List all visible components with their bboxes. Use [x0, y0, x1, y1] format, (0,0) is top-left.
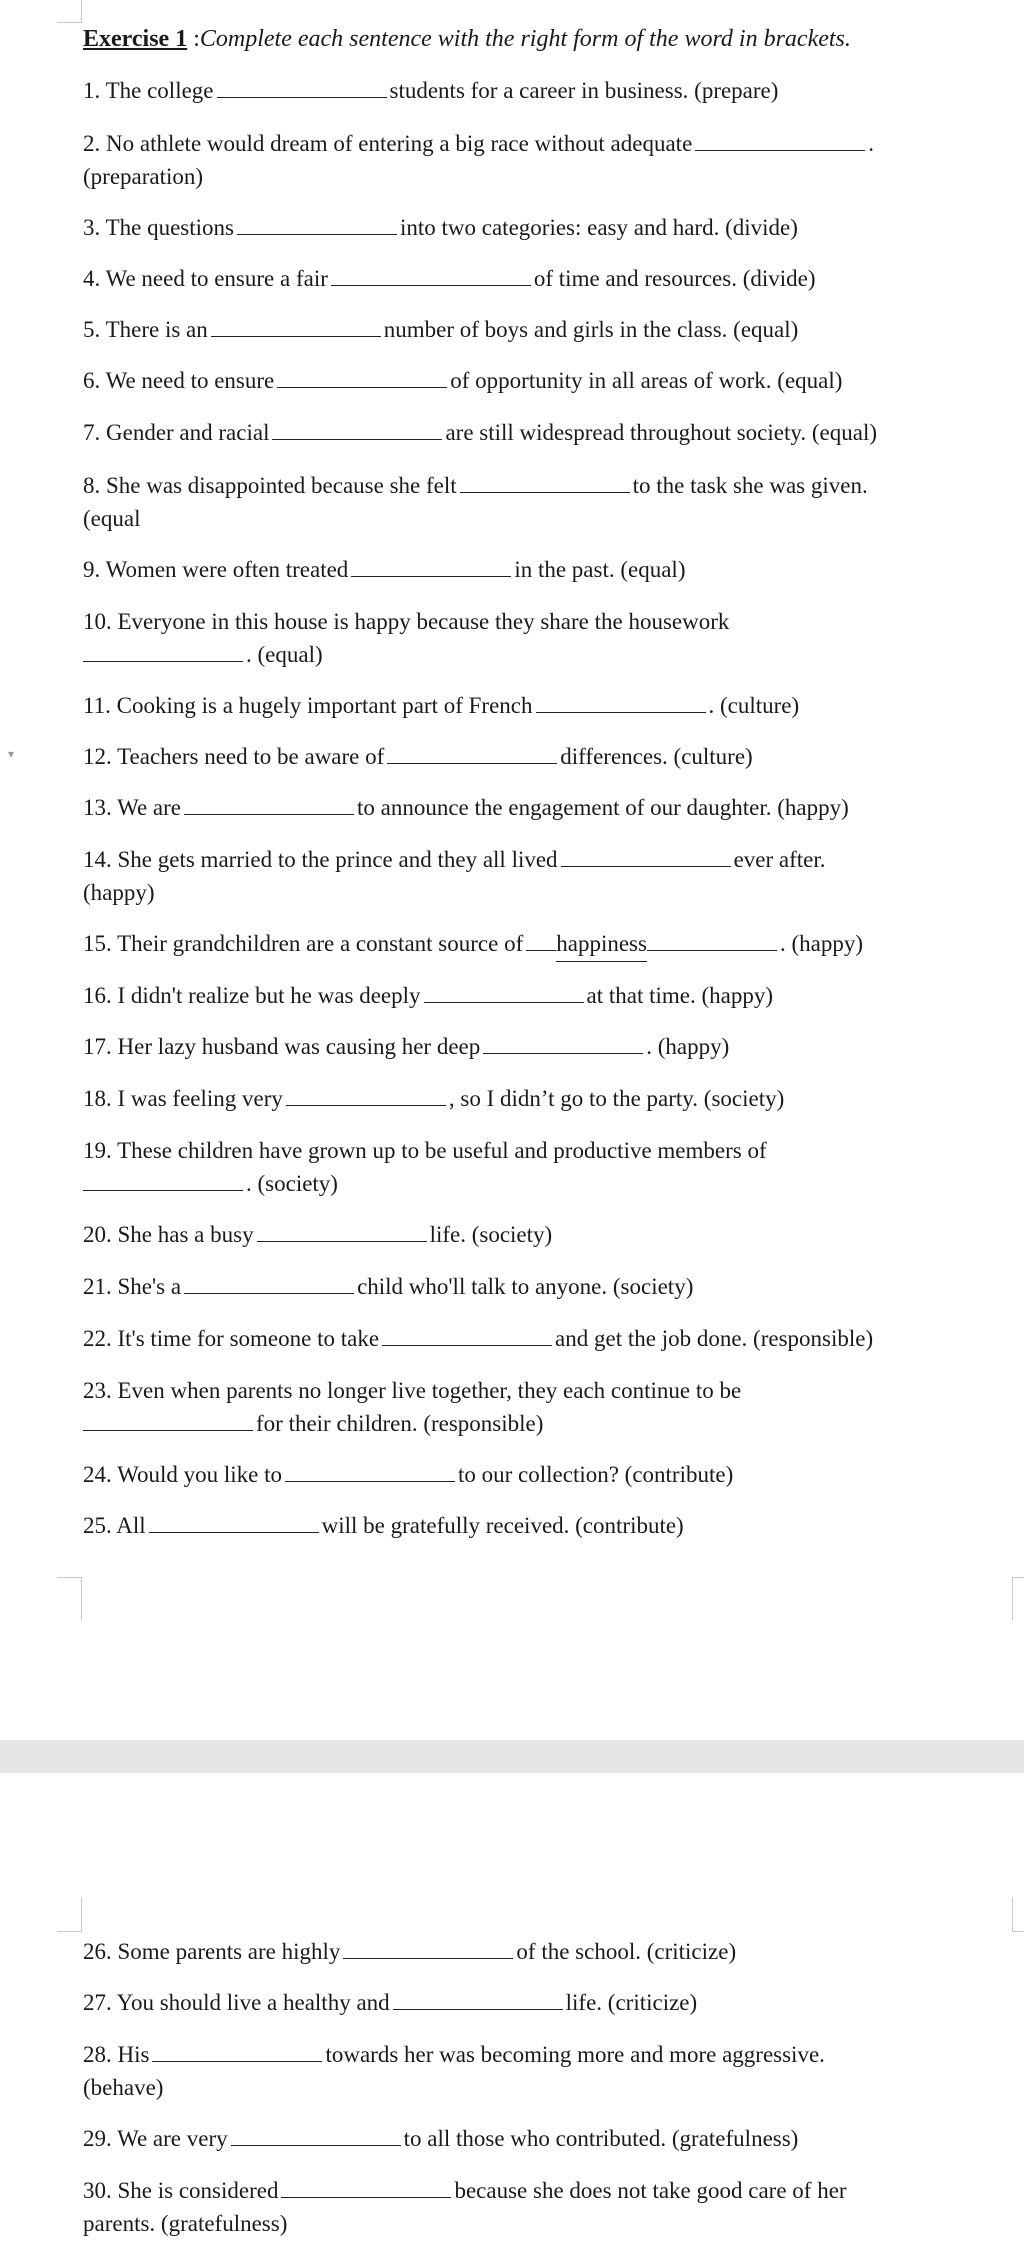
page-gap: [0, 1740, 1024, 1773]
sentence-text: ever after.: [733, 847, 826, 872]
sentence-text: 28. His: [83, 2042, 150, 2067]
answer-blank[interactable]: [285, 1463, 455, 1482]
sentence-7: [83, 416, 877, 450]
sentence-text: 21. She's a: [83, 1274, 182, 1299]
crop-mark: [1012, 1897, 1024, 1932]
exercise-separator: :: [187, 26, 200, 52]
sentence-text: life. (criticize): [565, 1990, 698, 2015]
sentence-text: in the past. (equal): [514, 557, 686, 582]
sentence-8-cont: [83, 502, 140, 536]
sentence-text: number of boys and girls in the class. (equal): [383, 317, 799, 342]
answer-blank[interactable]: [83, 643, 243, 662]
sentence-text: 12. Teachers need to be aware of: [83, 744, 385, 769]
exercise-instruction: Complete each sentence with the right form of the word in brackets.: [199, 26, 851, 52]
sentence-5: [83, 313, 798, 347]
answer-blank[interactable]: [460, 474, 630, 493]
sentence-19: [83, 1134, 767, 1168]
sentence-text: 26. Some parents are highly: [83, 1939, 341, 1964]
sentence-text: . (society): [246, 1171, 338, 1196]
margin-caret-icon: ▾: [8, 747, 15, 761]
sentence-15: [83, 927, 863, 962]
answer-blank[interactable]: [217, 79, 387, 98]
answer-blank[interactable]: [272, 421, 442, 440]
answer-blank[interactable]: [237, 216, 397, 235]
sentence-2-cont: [83, 160, 203, 194]
exercise-label: Exercise 1: [83, 26, 188, 52]
sentence-text: because she does not take good care of her: [454, 2178, 847, 2203]
sentence-text: 10. Everyone in this house is happy because they share the housework: [83, 609, 730, 634]
sentence-text: 24. Would you like to: [83, 1462, 282, 1487]
sentence-text: 15. Their grandchildren are a constant source of: [83, 931, 524, 956]
sentence-10-cont: [83, 638, 323, 672]
sentence-text: . (equal): [246, 642, 323, 667]
sentence-text: 7. Gender and racial: [83, 420, 270, 445]
sentence-4: [83, 262, 816, 296]
sentence-text: of opportunity in all areas of work. (equal): [450, 368, 843, 393]
filled-answer[interactable]: happiness: [556, 927, 647, 962]
sentence-text: (happy): [83, 880, 155, 905]
answer-blank[interactable]: [343, 1940, 513, 1959]
sentence-text: , so I didn’t go to the party. (society): [448, 1086, 785, 1111]
sentence-30-cont: [83, 2207, 287, 2241]
sentence-text: into two categories: easy and hard. (divide): [399, 215, 798, 240]
sentence-text: 6. We need to ensure: [83, 368, 275, 393]
sentence-text: . (happy): [779, 931, 863, 956]
sentence-text: to announce the engagement of our daughter. (happy): [357, 795, 849, 820]
crop-mark: [57, 1577, 82, 1620]
sentence-28-cont: [83, 2071, 163, 2105]
answer-blank[interactable]: [152, 2043, 322, 2062]
sentence-23-cont: [83, 1407, 543, 1441]
crop-mark: [1012, 1577, 1024, 1620]
answer-blank[interactable]: [83, 1412, 253, 1431]
sentence-text: 22. It's time for someone to take: [83, 1326, 380, 1351]
sentence-9: [83, 553, 685, 587]
sentence-text: (preparation): [83, 164, 204, 189]
sentence-27: [83, 1986, 697, 2020]
answer-blank[interactable]: [483, 1035, 643, 1054]
sentence-10: [83, 605, 729, 639]
sentence-1: [83, 74, 778, 108]
exercise-title: [83, 22, 851, 56]
sentence-text: . (culture): [708, 693, 800, 718]
sentence-text: 18. I was feeling very: [83, 1086, 283, 1111]
sentence-text: at that time. (happy): [586, 983, 774, 1008]
sentence-2: [83, 127, 874, 161]
sentence-text: are still widespread throughout society. (equal): [445, 420, 878, 445]
answer-blank[interactable]: [184, 1275, 354, 1294]
sentence-23: [83, 1374, 741, 1408]
sentence-text: 16. I didn't realize but he was deeply: [83, 983, 421, 1008]
sentence-text: 2. No athlete would dream of entering a big race without adequate: [83, 131, 693, 156]
sentence-text: differences. (culture): [560, 744, 753, 769]
crop-mark: [57, 0, 82, 23]
sentence-16: [83, 979, 773, 1013]
answer-blank: [526, 932, 556, 951]
sentence-text: 5. There is an: [83, 317, 208, 342]
sentence-text: 17. Her lazy husband was causing her deep: [83, 1034, 481, 1059]
sentence-text: to the task she was given.: [632, 473, 868, 498]
answer-blank[interactable]: [184, 796, 354, 815]
sentence-text: 23. Even when parents no longer live together, they each continue to be: [83, 1378, 742, 1403]
sentence-text: of time and resources. (divide): [533, 266, 816, 291]
sentence-text: 20. She has a busy: [83, 1222, 254, 1247]
sentence-20: [83, 1218, 552, 1252]
sentence-text: 25. All: [83, 1513, 146, 1538]
answer-blank[interactable]: [281, 2179, 451, 2198]
sentence-text: 13. We are: [83, 795, 181, 820]
sentence-text: (behave): [83, 2075, 164, 2100]
answer-blank[interactable]: [536, 694, 706, 713]
answer-blank[interactable]: [695, 132, 865, 151]
sentence-11: [83, 689, 799, 723]
sentence-text: 1. The college: [83, 78, 214, 103]
sentence-24: [83, 1458, 733, 1492]
sentence-14-cont: [83, 876, 155, 910]
sentence-22: [83, 1322, 873, 1356]
answer-blank[interactable]: [331, 267, 531, 286]
answer-blank[interactable]: [561, 848, 731, 867]
sentence-29: [83, 2122, 798, 2156]
sentence-12: [83, 740, 753, 774]
answer-blank: [647, 932, 777, 951]
answer-blank[interactable]: [382, 1327, 552, 1346]
sentence-text: 27. You should live a healthy and: [83, 1990, 390, 2015]
sentence-13: [83, 791, 849, 825]
sentence-text: to our collection? (contribute): [457, 1462, 734, 1487]
sentence-19-cont: [83, 1167, 338, 1201]
answer-blank[interactable]: [83, 1172, 243, 1191]
sentence-text: of the school. (criticize): [516, 1939, 737, 1964]
sentence-text: 11. Cooking is a hugely important part of French: [83, 693, 533, 718]
sentence-text: will be gratefully received. (contribute): [321, 1513, 684, 1538]
answer-blank[interactable]: [149, 1514, 319, 1533]
sentence-text: students for a career in business. (prepare): [389, 78, 779, 103]
sentence-21: [83, 1270, 693, 1304]
answer-blank[interactable]: [387, 745, 557, 764]
sentence-text: to all those who contributed. (gratefulness): [403, 2126, 799, 2151]
sentence-text: 30. She is considered: [83, 2178, 279, 2203]
sentence-text: parents. (gratefulness): [83, 2211, 288, 2236]
sentence-text: .: [868, 131, 875, 156]
sentence-30: [83, 2174, 847, 2208]
sentence-text: 19. These children have grown up to be useful and productive members of: [83, 1138, 767, 1163]
sentence-8: [83, 469, 868, 503]
sentence-text: 4. We need to ensure a fair: [83, 266, 328, 291]
answer-blank[interactable]: [424, 984, 584, 1003]
sentence-17: [83, 1030, 729, 1064]
crop-mark: [57, 1897, 82, 1932]
sentence-6: [83, 364, 842, 398]
answer-blank[interactable]: [393, 1991, 563, 2010]
sentence-text: for their children. (responsible): [256, 1411, 544, 1436]
sentence-3: [83, 211, 798, 245]
sentence-26: [83, 1935, 736, 1969]
answer-blank[interactable]: [351, 558, 511, 577]
sentence-text: . (happy): [646, 1034, 730, 1059]
sentence-14: [83, 843, 826, 877]
sentence-text: life. (society): [429, 1222, 553, 1247]
answer-blank[interactable]: [231, 2127, 401, 2146]
sentence-text: towards her was becoming more and more aggressive.: [325, 2042, 825, 2067]
answer-blank[interactable]: [286, 1087, 446, 1106]
sentence-text: 9. Women were often treated: [83, 557, 349, 582]
sentence-28: [83, 2038, 825, 2072]
answer-blank[interactable]: [277, 369, 447, 388]
sentence-text: child who'll talk to anyone. (society): [357, 1274, 694, 1299]
sentence-25: [83, 1509, 684, 1543]
sentence-18: [83, 1082, 784, 1116]
sentence-text: 8. She was disappointed because she felt: [83, 473, 457, 498]
answer-blank[interactable]: [211, 318, 381, 337]
sentence-text: 3. The questions: [83, 215, 234, 240]
answer-blank[interactable]: [257, 1223, 427, 1242]
sentence-text: (equal: [83, 506, 141, 531]
sentence-text: 14. She gets married to the prince and they all lived: [83, 847, 558, 872]
sentence-text: 29. We are very: [83, 2126, 228, 2151]
sentence-text: and get the job done. (responsible): [555, 1326, 874, 1351]
